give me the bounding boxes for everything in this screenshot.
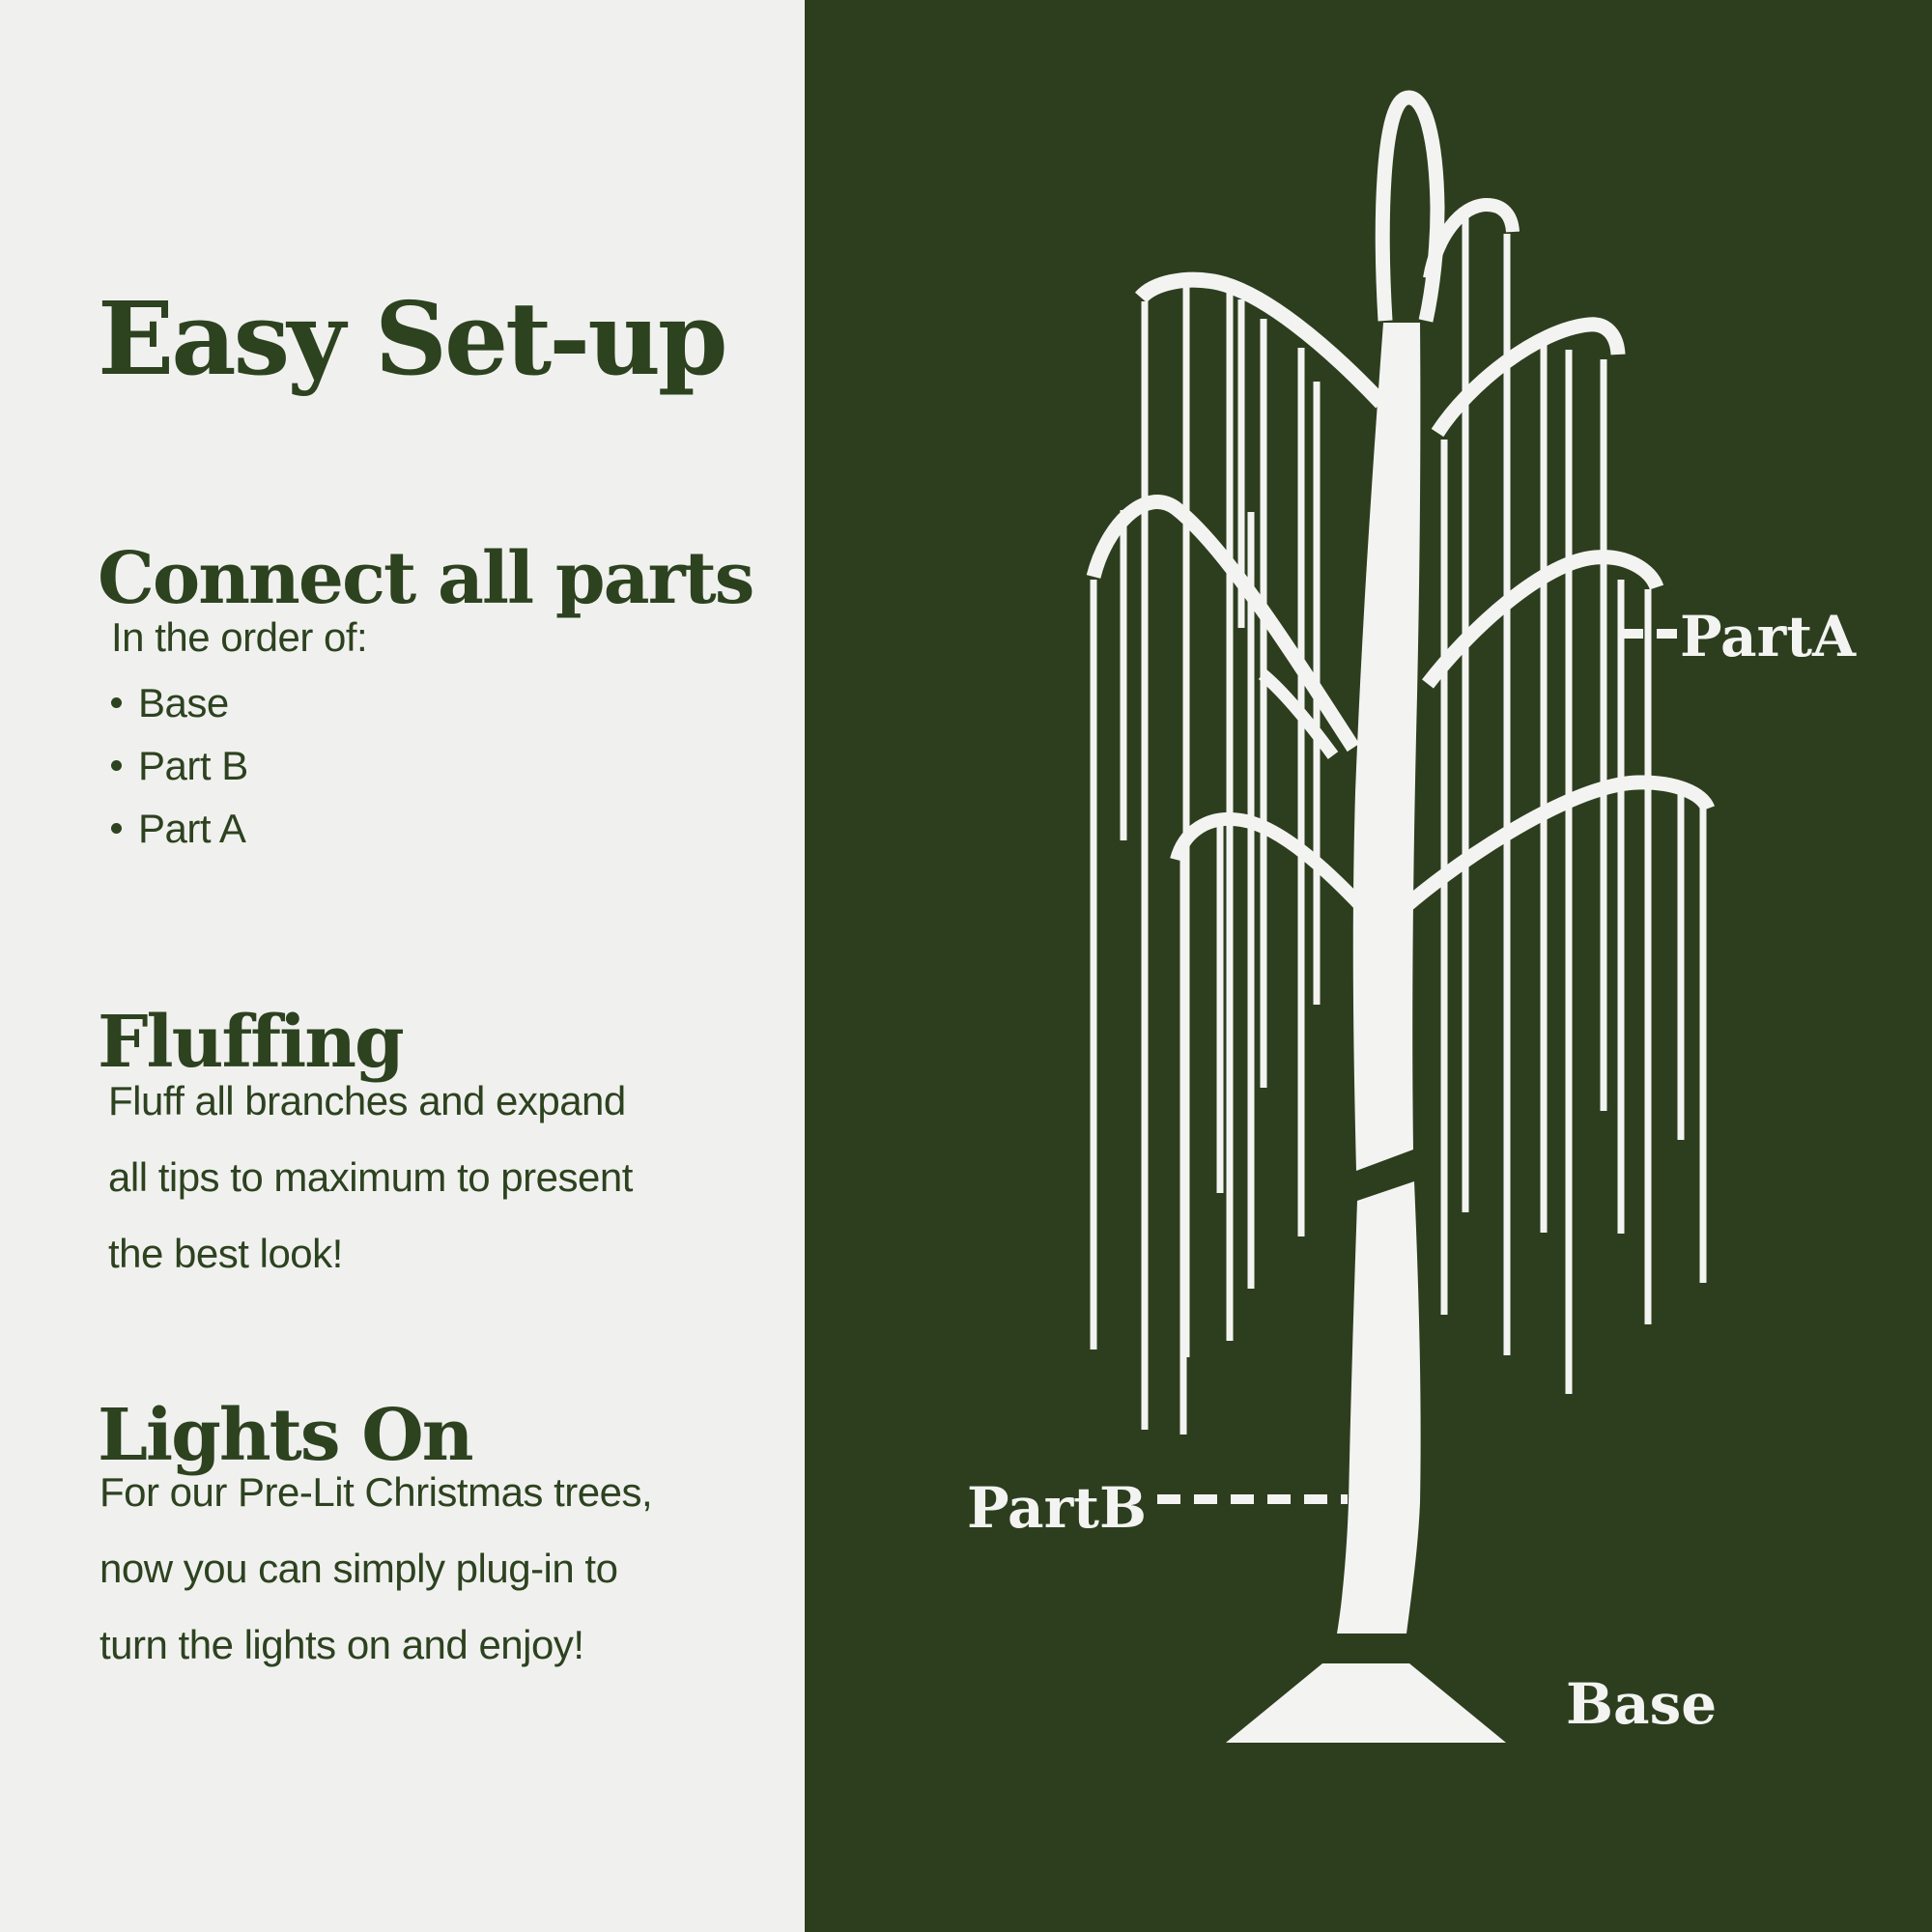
connect-intro-text: In the order of:: [111, 614, 368, 660]
list-item-label: Base: [138, 679, 229, 725]
list-item: [111, 797, 248, 860]
lights-on-paragraph: [99, 1454, 652, 1683]
part-b-label: PartB: [966, 1475, 1147, 1541]
treetop-loop: [1382, 98, 1437, 321]
lights-on-heading: Lights On: [98, 1394, 472, 1478]
paragraph-line: For our Pre-Lit Christmas trees,: [99, 1469, 653, 1515]
paragraph-line: turn the lights on and enjoy!: [99, 1622, 584, 1667]
paragraph-line: Fluff all branches and expand: [108, 1078, 626, 1123]
parts-order-list: [111, 671, 248, 860]
bullet-icon: [111, 760, 122, 771]
fluffing-heading: Fluffing: [98, 1001, 403, 1085]
paragraph-line: the best look!: [108, 1231, 343, 1276]
fluffing-paragraph: [108, 1063, 633, 1292]
tree-diagram: [805, 0, 1932, 1932]
list-item-label: Part A: [138, 805, 246, 851]
base-label: Base: [1566, 1671, 1718, 1737]
branch-lower-left: [1177, 819, 1375, 921]
paragraph-line: all tips to maximum to present: [108, 1154, 633, 1200]
part-a-label: PartA: [1680, 604, 1856, 669]
page-title: Easy Set-up: [98, 278, 725, 398]
base-stand: [1226, 1663, 1506, 1743]
bullet-icon: [111, 697, 122, 708]
diagram-panel: [805, 0, 1932, 1932]
list-item: [111, 734, 248, 797]
instructions-panel: [0, 0, 805, 1932]
trunk-upper: [1353, 323, 1421, 1171]
list-item: [111, 671, 248, 734]
branch-lower-right: [1391, 782, 1708, 920]
paragraph-line: now you can simply plug-in to: [99, 1546, 618, 1591]
list-item-label: Part B: [138, 742, 248, 788]
bullet-icon: [111, 823, 122, 834]
trunk-lower: [1337, 1181, 1421, 1634]
connect-all-parts-heading: Connect all parts: [98, 537, 753, 621]
